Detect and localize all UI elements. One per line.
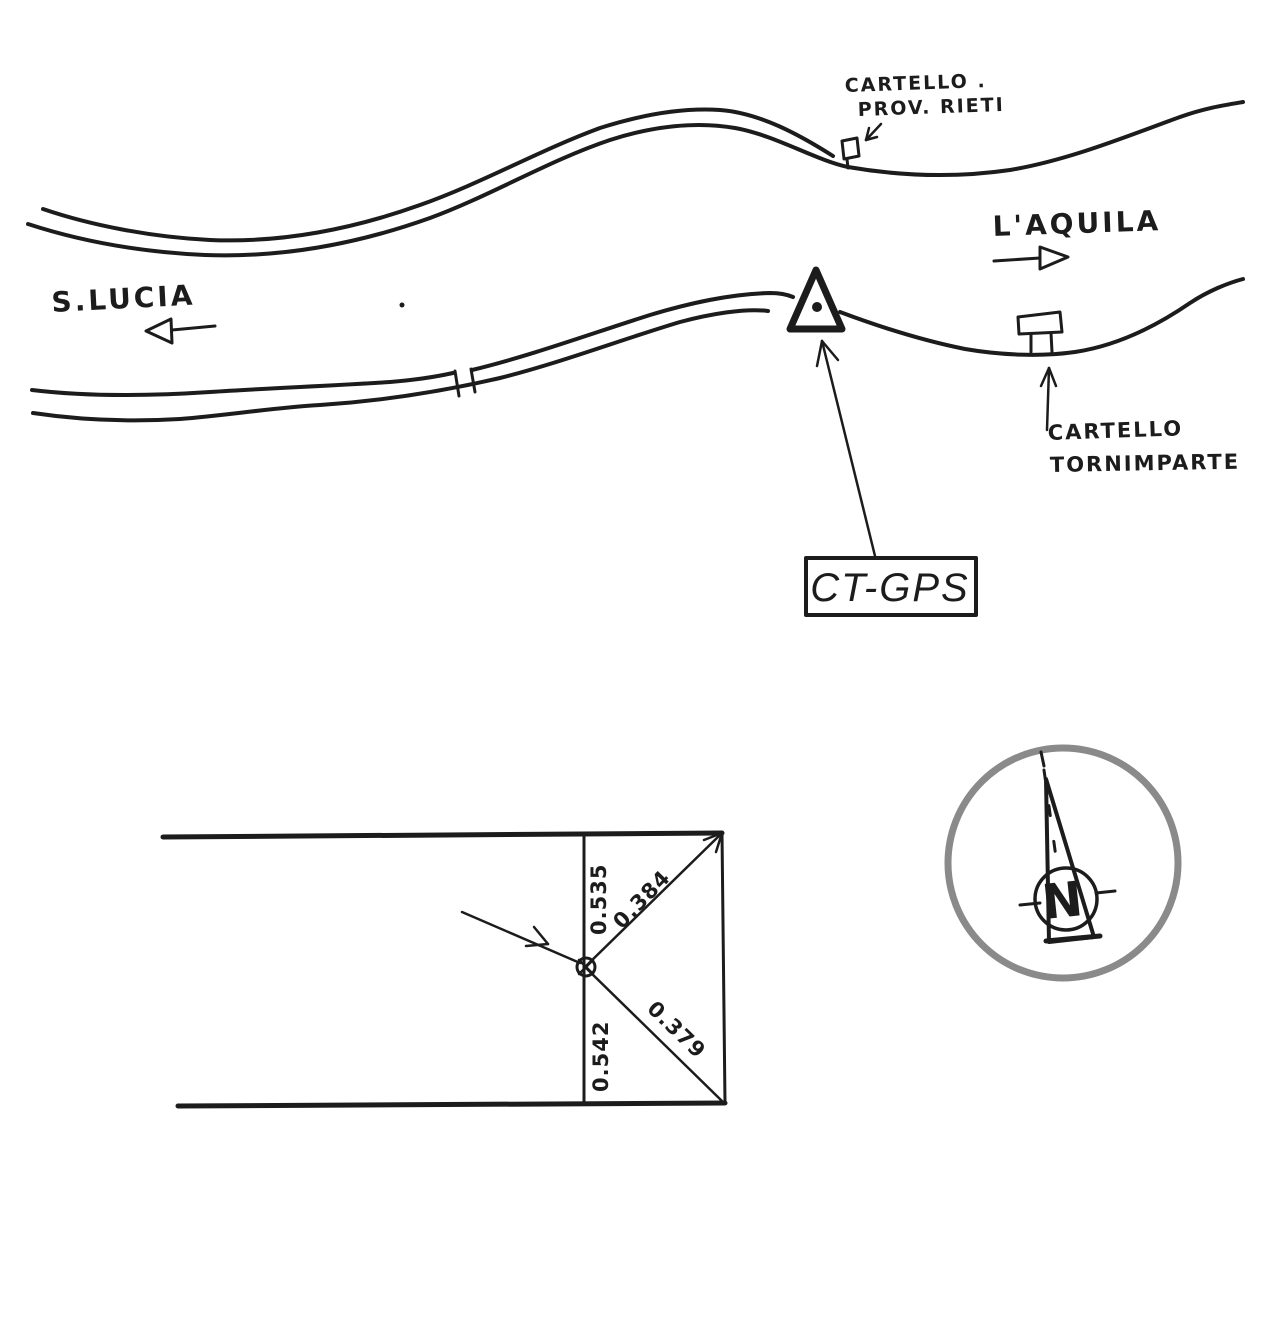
leader-arrow-station-icon (817, 341, 875, 556)
incoming-arrow-icon (462, 912, 580, 963)
road-sign-rieti-icon (842, 138, 859, 168)
arrow-left-icon (146, 319, 215, 343)
gps-station-triangle-icon (790, 270, 842, 329)
upper-road-top-edge (43, 110, 833, 241)
station-callout-group (806, 341, 976, 615)
sign-tornimparte-label-line1: CARTELLO (1047, 416, 1184, 445)
compass-outer-circle (948, 748, 1178, 978)
compass-west-tick (1020, 903, 1040, 905)
station-label: CT-GPS (810, 566, 970, 610)
sign-rieti-label-line2: PROV. RIETI (857, 93, 1006, 121)
lower-road (32, 279, 1243, 420)
detail-top-edge (163, 833, 722, 837)
compass-top-tick (1041, 752, 1044, 766)
sign-tornimparte-label-line2: TORNIMPARTE (1049, 449, 1241, 477)
lower-road-single-line-right (840, 279, 1243, 355)
survey-point-marker-icon (577, 958, 595, 976)
arrow-right-icon (994, 247, 1068, 269)
destination-left-group (51, 278, 215, 343)
detail-rectangle-group (163, 833, 725, 1106)
compass-north-label: N (1039, 871, 1086, 932)
measurement-lower-diagonal: 0.379 (642, 996, 711, 1064)
destination-right-label: L'AQUILA (992, 204, 1162, 243)
road-sign-tornimparte-icon (1018, 312, 1062, 352)
stray-ink-dot (400, 303, 405, 308)
lower-road-top-edge-left (32, 373, 453, 395)
compass-rose (948, 748, 1178, 978)
detail-bottom-edge (178, 1103, 725, 1106)
measurement-lower-vertical: 0.542 (589, 1020, 613, 1092)
needle-base-bar (1046, 936, 1100, 941)
destination-right-group (992, 204, 1162, 269)
gps-station-dot (812, 302, 822, 312)
measurement-upper-vertical: 0.535 (587, 863, 611, 935)
sign-rieti-group (842, 70, 1005, 168)
destination-left-label: S.LUCIA (50, 278, 197, 319)
measurement-upper-diagonal: 0.384 (608, 865, 676, 934)
leader-arrow-rieti-icon (866, 124, 881, 140)
lower-road-bottom-edge (33, 310, 768, 420)
sign-rieti-label-line1: CARTELLO . (844, 70, 987, 97)
detail-right-edge (722, 833, 725, 1103)
lower-road-top-edge-right (472, 293, 793, 370)
compass-east-tick (1096, 891, 1115, 893)
road-joint-tick-left (455, 371, 459, 396)
road-joint-tick-right (471, 369, 475, 392)
